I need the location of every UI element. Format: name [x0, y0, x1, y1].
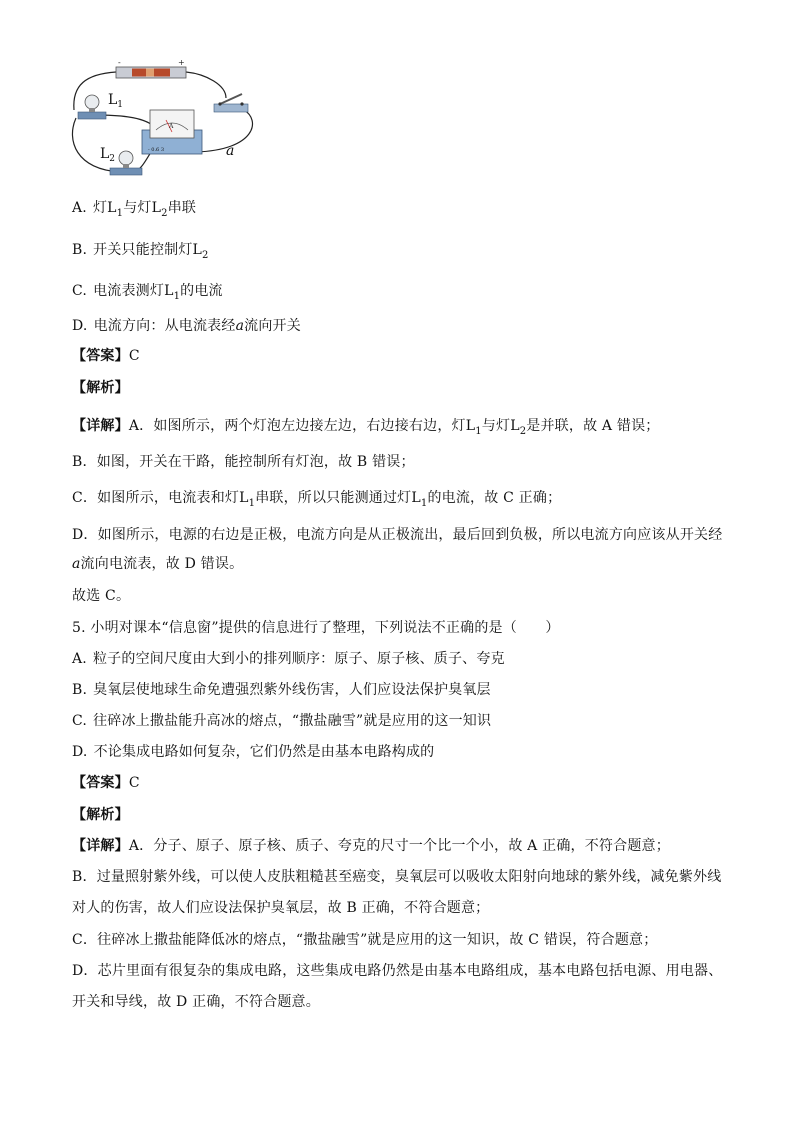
- switch-icon: [214, 94, 248, 112]
- subscript: 1: [420, 497, 428, 509]
- battery-icon: [116, 60, 186, 78]
- q5-option-a: [72, 649, 505, 669]
- q5-stem: 5. 小明对课本“信息窗”提供的信息进行了整理，下列说法不正确的是（ ）: [72, 620, 560, 636]
- symbol-l: L: [510, 418, 520, 434]
- answer-label: 【答案】: [72, 348, 129, 364]
- label-l2: $L_2$: [100, 146, 116, 164]
- q5-analysis-label: 【解析】: [72, 807, 129, 823]
- answer-value: C: [128, 775, 140, 791]
- option-letter: C.: [72, 283, 88, 299]
- option-text: 电流表测灯: [93, 283, 165, 299]
- detail-text: 的电流，故 C 正确；: [427, 490, 562, 506]
- battery-minus-label: -: [118, 60, 121, 67]
- q5-answer: [72, 773, 140, 793]
- detail-text: 流向电流表，故 D 错误。: [80, 556, 244, 572]
- battery-plus-label: +: [178, 60, 185, 67]
- q4-analysis-label: 【解析】: [72, 380, 129, 396]
- q4-conclusion: 故选 C。: [72, 588, 131, 604]
- q5-option-c: [72, 711, 491, 731]
- q4-detail-d-line1: D．如图所示，电源的右边是正极，电流方向是从正极流出，最后回到负极，所以电流方向应该从开关经: [72, 527, 723, 543]
- option-text: 的电流: [180, 283, 223, 299]
- ammeter-letter: A: [169, 123, 174, 130]
- subscript: 1: [173, 290, 181, 302]
- subscript: 1: [116, 207, 124, 219]
- symbol-a: a: [235, 318, 245, 334]
- option-text: 粒子的空间尺度由大到小的排列顺序：原子、原子核、质子、夸克: [92, 651, 505, 667]
- option-letter: C.: [72, 713, 88, 729]
- option-text: 与灯: [123, 200, 152, 216]
- symbol-l: L: [164, 283, 174, 299]
- detail-text: C．如图所示，电流表和灯: [72, 490, 240, 506]
- detail-label: 【详解】: [72, 838, 129, 854]
- subscript: 1: [248, 497, 256, 509]
- option-text: 往碎冰上撒盐能升高冰的熔点，“撒盐融雪”就是应用的这一知识: [93, 713, 492, 729]
- option-text: 流向开关: [244, 318, 301, 334]
- q5-detail-d-line2: 开关和导线，故 D 正确，不符合题意。: [72, 994, 320, 1010]
- answer-label: 【答案】: [72, 775, 129, 791]
- subscript: 2: [161, 207, 168, 219]
- q4-option-d: [72, 316, 301, 336]
- q4-detail-b: B．如图，开关在干路，能控制所有灯泡，故 B 错误；: [72, 454, 415, 470]
- option-letter: A.: [72, 651, 87, 667]
- symbol-a: a: [72, 556, 81, 572]
- q4-option-c: [72, 281, 223, 301]
- q4-detail-d-line2: [72, 554, 243, 574]
- ammeter-icon: [142, 110, 202, 154]
- q4-detail-c: [72, 488, 561, 508]
- symbol-l: L: [411, 490, 421, 506]
- symbol-l: L: [107, 200, 117, 216]
- q4-option-b: [72, 240, 209, 260]
- detail-text: A．如图所示，两个灯泡左边接左边，右边接右边，灯: [128, 418, 466, 434]
- option-text: 不论集成电路如何复杂，它们仍然是由基本电路构成的: [93, 744, 435, 760]
- label-a: a: [226, 143, 235, 159]
- symbol-l: L: [192, 242, 203, 258]
- option-letter: B.: [72, 682, 88, 698]
- q5-detail-c: C．往碎冰上撒盐能降低冰的熔点，“撒盐融雪”就是应用的这一知识，故 C 错误，符合题意；: [72, 932, 658, 948]
- answer-value: C: [128, 348, 140, 364]
- option-text: 臭氧层使地球生命免遭强烈紫外线伤害，人们应设法保护臭氧层: [93, 682, 491, 698]
- q4-detail-a: [72, 416, 659, 436]
- detail-text: A．分子、原子、原子核、质子、夸克的尺寸一个比一个小，故 A 正确，不符合题意；: [128, 838, 670, 854]
- bulb-l1-icon: [78, 95, 106, 119]
- q5-detail-b-line2: 对人的伤害，故人们应设法保护臭氧层，故 B 正确，不符合题意；: [72, 900, 490, 916]
- option-text: 开关只能控制灯: [93, 242, 193, 258]
- detail-label: 【详解】: [72, 418, 129, 434]
- q5-option-b: [72, 680, 491, 700]
- q4-answer: [72, 346, 140, 366]
- symbol-l: L: [239, 490, 249, 506]
- symbol-l: L: [151, 200, 162, 216]
- option-letter: A.: [72, 200, 87, 216]
- detail-text: 串联，所以只能测通过灯: [255, 490, 412, 506]
- option-letter: B.: [72, 242, 88, 258]
- option-text: 灯: [92, 200, 108, 216]
- detail-text: 与灯: [481, 418, 511, 434]
- q5-detail-a: [72, 836, 670, 856]
- option-letter: D.: [72, 744, 88, 760]
- detail-text: 是并联，故 A 错误；: [526, 418, 660, 434]
- option-letter: D.: [72, 318, 88, 334]
- option-text: 电流方向：从电流表经: [93, 318, 236, 334]
- q5-option-d: [72, 742, 434, 762]
- q4-option-a: [72, 198, 196, 218]
- subscript: 1: [475, 425, 482, 437]
- ammeter-terminals: - 0.6 3: [148, 147, 165, 153]
- circuit-diagram: [66, 60, 266, 190]
- symbol-l: L: [465, 418, 476, 434]
- label-l1: $L_1$: [108, 92, 124, 110]
- q5-detail-b-line1: B．过量照射紫外线，可以使人皮肤粗糙甚至癌变，臭氧层可以吸收太阳射向地球的紫外线，减免紫外线: [72, 869, 722, 885]
- option-text: 串联: [167, 200, 197, 216]
- subscript: 2: [519, 425, 527, 437]
- subscript: 2: [202, 249, 209, 261]
- q5-detail-d-line1: D．芯片里面有很复杂的集成电路，这些集成电路仍然是由基本电路组成，基本电路包括电源、用电器、: [72, 963, 723, 979]
